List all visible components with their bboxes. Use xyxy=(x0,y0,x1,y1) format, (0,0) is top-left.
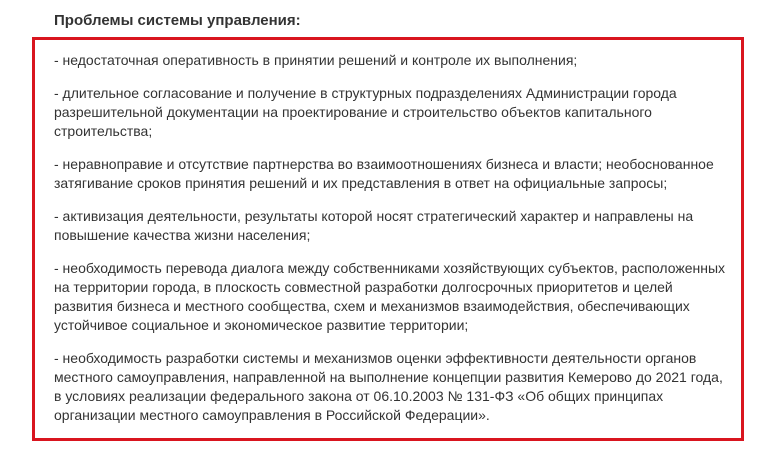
list-item: - необходимость разработки системы и механизмов оценки эффективности деятельности органов местного самоуправления, направленной на выполнение концепции развития Кемерово до 2021 года, в условиях реализации федерального закона от 06.10.2003 № 131-ФЗ «Об общих принципах организации местного самоуправления в Российской Федерации». xyxy=(54,350,723,423)
list-item: - длительное согласование и получение в структурных подразделениях Администрации города разрешительной документации на проектирование и строительство объектов капитального строительства; xyxy=(54,85,677,139)
list-item: - недостаточная оперативность в принятии решений и контроле их выполнения; xyxy=(54,52,578,68)
list-item: - необходимость перевода диалога между собственниками хозяйствующих субъектов, расположенных на территории города, в плоскость совместной разработки долгосрочных приоритетов и целей развития бизнеса и местного сообщества, схем и механизмов взаимодействия, обеспечивающих устойчивое социальное и экономическое развитие территории; xyxy=(54,260,726,333)
problems-list xyxy=(54,51,734,425)
list-item: - активизация деятельности, результаты которой носят стратегический характер и направлены на повышение качества жизни населения; xyxy=(54,208,694,243)
problems-box xyxy=(32,37,744,441)
section-heading: Проблемы системы управления: xyxy=(54,12,301,29)
list-item: - неравноправие и отсутствие партнерства во взаимоотношениях бизнеса и власти; необоснованное затягивание сроков принятия решений и их представления в ответ на официальные запросы; xyxy=(54,156,714,191)
